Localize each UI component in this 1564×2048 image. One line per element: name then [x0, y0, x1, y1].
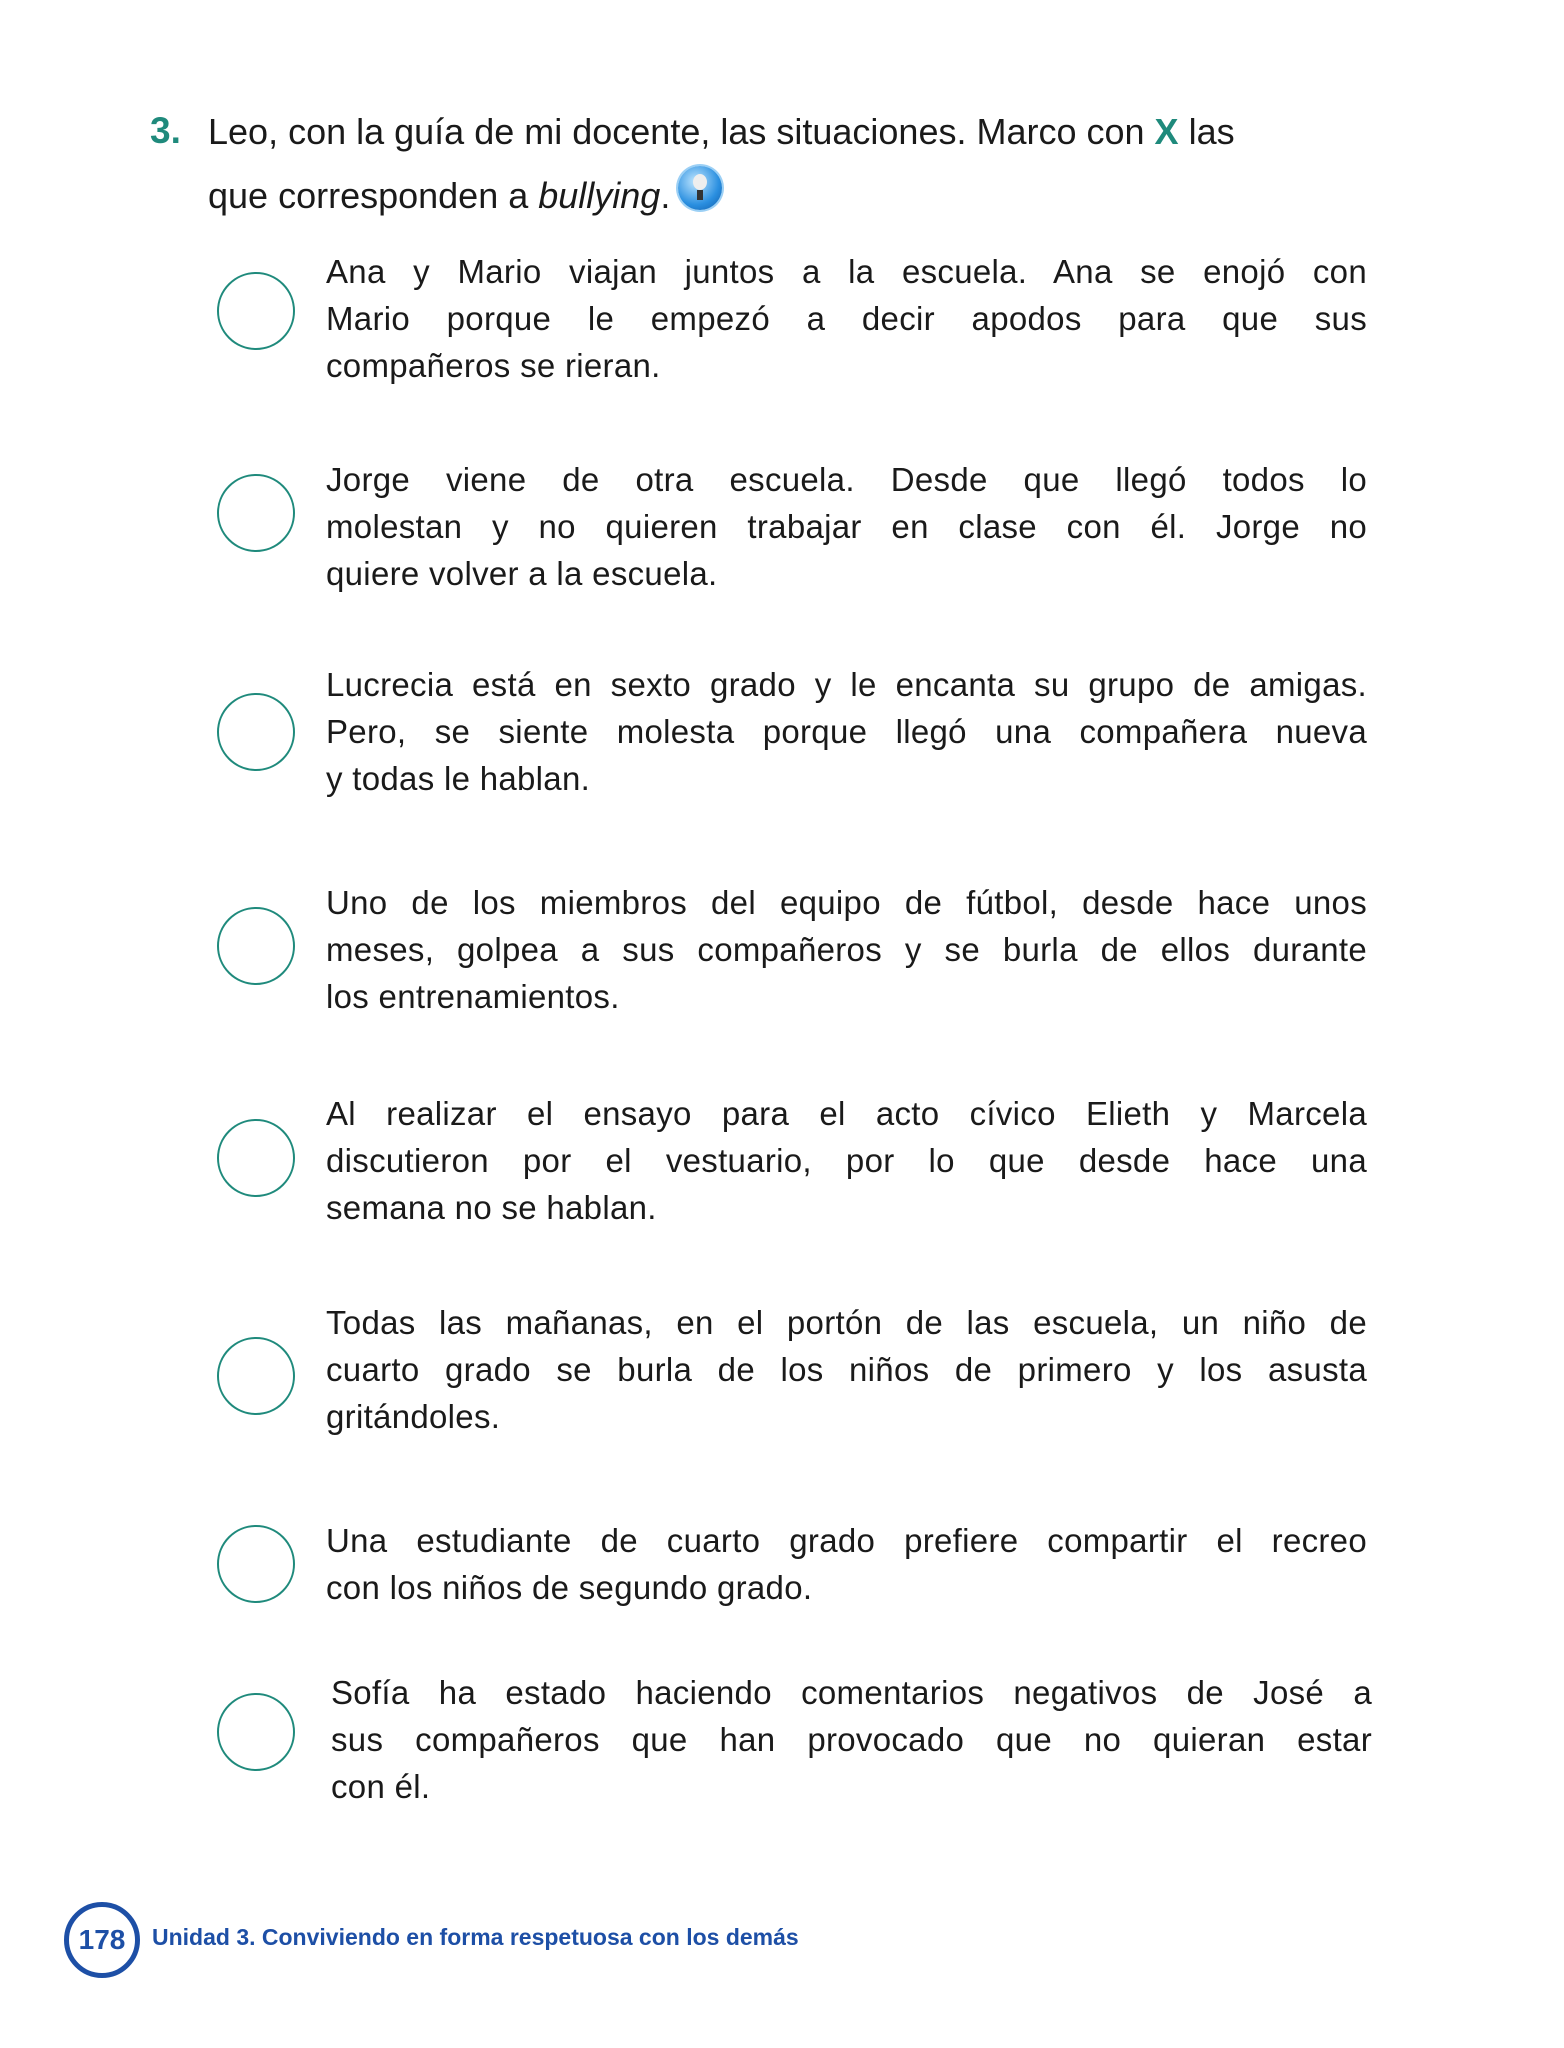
page-number: 178	[78, 1924, 126, 1955]
answer-circle-checkbox[interactable]	[217, 1337, 295, 1415]
situation-text	[326, 1299, 1367, 1440]
situation-text	[331, 1669, 1372, 1810]
answer-circle-checkbox[interactable]	[217, 474, 295, 552]
mark-x: X	[1154, 111, 1179, 152]
question-italic: bullying	[538, 175, 661, 216]
answer-circle-checkbox[interactable]	[217, 1525, 295, 1603]
situation-text-line: Pero, se siente molesta porque llegó una compañera nueva	[326, 713, 1367, 750]
question-text: las	[1178, 111, 1235, 152]
situation-text	[326, 879, 1367, 1020]
situation-text-line: y todas le hablan.	[326, 760, 591, 797]
situation-text-line: los entrenamientos.	[326, 978, 620, 1015]
page-number-badge	[64, 1902, 140, 1978]
situation-text-line: semana no se hablan.	[326, 1189, 657, 1226]
situation-text	[326, 661, 1367, 802]
situation-text	[326, 456, 1367, 597]
situation-text-line: con él.	[331, 1768, 431, 1805]
situation-text-line: con los niños de segundo grado.	[326, 1569, 813, 1606]
unit-title: Unidad 3. Conviviendo en forma respetuosa con los demás	[152, 1924, 799, 1950]
situation-text-line: Todas las mañanas, en el portón de las escuela, un niño de	[326, 1304, 1367, 1341]
situation-text	[326, 1090, 1367, 1231]
situation-text-line: Uno de los miembros del equipo de fútbol, desde hace unos	[326, 884, 1367, 921]
answer-circle-checkbox[interactable]	[217, 693, 295, 771]
answer-circle-checkbox[interactable]	[217, 1119, 295, 1197]
situation-text-line: meses, golpea a sus compañeros y se burla de ellos durante	[326, 931, 1367, 968]
situation-text-line: Jorge viene de otra escuela. Desde que llegó todos lo	[326, 461, 1367, 498]
situation-text-line: Mario porque le empezó a decir apodos para que sus	[326, 300, 1367, 337]
situation-text-line: Lucrecia está en sexto grado y le encanta su grupo de amigas.	[326, 666, 1367, 703]
answer-circle-checkbox[interactable]	[217, 907, 295, 985]
situation-text-line: molestan y no quieren trabajar en clase con él. Jorge no	[326, 508, 1367, 545]
situation-text-line: gritándoles.	[326, 1398, 501, 1435]
situation-text	[326, 1517, 1367, 1611]
question-line-1	[208, 108, 1235, 155]
question-line-2	[208, 166, 722, 219]
situation-text-line: discutieron por el vestuario, por lo que desde hace una	[326, 1142, 1367, 1179]
question-number: 3.	[150, 110, 181, 151]
situation-text-line: sus compañeros que han provocado que no quieran estar	[331, 1721, 1372, 1758]
answer-circle-checkbox[interactable]	[217, 1693, 295, 1771]
situation-text-line: Sofía ha estado haciendo comentarios negativos de José a	[331, 1674, 1372, 1711]
situation-text-line: quiere volver a la escuela.	[326, 555, 718, 592]
situation-text-line: Una estudiante de cuarto grado prefiere compartir el recreo	[326, 1522, 1367, 1559]
answer-circle-checkbox[interactable]	[217, 272, 295, 350]
lightbulb-icon	[678, 166, 722, 210]
situation-text-line: Al realizar el ensayo para el acto cívico Elieth y Marcela	[326, 1095, 1367, 1132]
question-text: Leo, con la guía de mi docente, las situaciones. Marco con	[208, 111, 1155, 152]
situation-text	[326, 248, 1367, 389]
situation-text-line: cuarto grado se burla de los niños de primero y los asusta	[326, 1351, 1367, 1388]
question-text: .	[660, 175, 671, 216]
situation-text-line: compañeros se rieran.	[326, 347, 661, 384]
question-text: que corresponden a	[208, 175, 539, 216]
situation-text-line: Ana y Mario viajan juntos a la escuela. Ana se enojó con	[326, 253, 1367, 290]
